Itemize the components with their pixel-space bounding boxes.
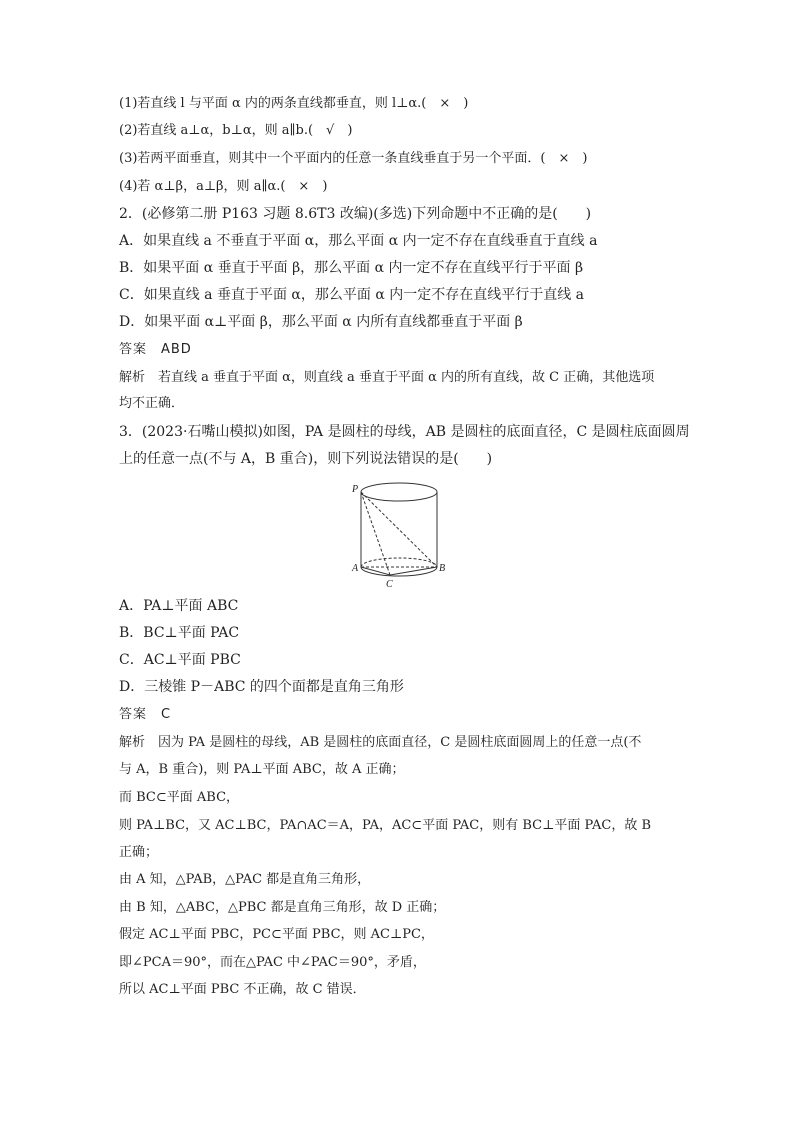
question-3-analysis-10: 所以 AC⊥平面 PBC 不正确，故 C 错误． xyxy=(119,982,366,997)
segment-pb xyxy=(361,492,437,567)
cylinder-figure xyxy=(344,478,454,594)
question-2-option-b: B．如果平面 α 垂直于平面 β，那么平面 α 内一定不存在直线平行于平面 β xyxy=(119,260,584,276)
question-3-analysis-6: 由 A 知，△PAB，△PAC 都是直角三角形， xyxy=(119,872,371,887)
segment-bc xyxy=(390,567,437,575)
question-2-analysis: 解析 若直线 a 垂直于平面 α，则直线 a 垂直于平面 α 内的所有直线，故 C 正确，其他选项 xyxy=(119,370,655,385)
question-3-stem-cont: 上的任意一点(不与 A，B 重合)，则下列说法错误的是( ) xyxy=(119,451,493,467)
question-2-analysis-cont: 均不正确． xyxy=(119,396,185,411)
judgment-item-2: (2)若直线 a⊥α，b⊥α，则 a∥b.( √ ) xyxy=(119,123,353,138)
cylinder-bottom-back xyxy=(361,558,437,567)
question-3-analysis-9: 即∠PCA＝90°，而在△PAC 中∠PAC＝90°，矛盾， xyxy=(119,955,426,970)
question-2-answer: 答案 ABD xyxy=(119,342,192,357)
question-3-option-c: C．AC⊥平面 PBC xyxy=(119,652,241,668)
question-2-option-d: D．如果平面 α⊥平面 β，那么平面 α 内所有直线都垂直于平面 β xyxy=(119,314,523,330)
point-a-label: A xyxy=(352,563,359,574)
question-2-option-a: A．如果直线 a 不垂直于平面 α，那么平面 α 内一定不存在直线垂直于直线 a xyxy=(119,233,598,249)
question-3-option-b: B．BC⊥平面 PAC xyxy=(119,625,240,641)
question-3-analysis-8: 假定 AC⊥平面 PBC，PC⊂平面 PBC，则 AC⊥PC， xyxy=(119,927,434,942)
question-3-analysis-3: 而 BC⊂平面 ABC， xyxy=(119,790,240,805)
question-3-option-a: A．PA⊥平面 ABC xyxy=(119,598,239,614)
question-3-analysis-4: 则 PA⊥BC，又 AC⊥BC，PA∩AC＝A，PA，AC⊂平面 PAC，则有 BC⊥平面 PAC，故 B xyxy=(119,818,652,833)
question-3-analysis-5: 正确； xyxy=(119,845,159,860)
question-2-option-c: C．如果直线 a 垂直于平面 α，那么平面 α 内一定不存在直线平行于直线 a xyxy=(119,287,585,303)
question-2-stem: 2．(必修第二册 P163 习题 8.6T3 改编)(多选)下列命题中不正确的是( ) xyxy=(119,206,592,222)
question-3-stem: 3．(2023·石嘴山模拟)如图，PA 是圆柱的母线，AB 是圆柱的底面直径，C 是圆柱底面圆周 xyxy=(119,424,690,440)
judgment-item-1: (1)若直线 l 与平面 α 内的两条直线都垂直，则 l⊥α.( × ) xyxy=(119,96,469,111)
question-3-analysis: 解析 因为 PA 是圆柱的母线，AB 是圆柱的底面直径，C 是圆柱底面圆周上的任意一点(不 xyxy=(119,735,642,750)
point-b-label: B xyxy=(439,563,446,574)
point-p-label: P xyxy=(352,484,359,495)
point-c-label: C xyxy=(386,579,393,590)
judgment-item-3: (3)若两平面垂直，则其中一个平面内的任意一条直线垂直于另一个平面．( × ) xyxy=(119,151,588,166)
question-3-analysis-2: 与 A，B 重合)，则 PA⊥平面 ABC，故 A 正确； xyxy=(119,762,405,777)
cylinder-bottom-front xyxy=(361,567,437,576)
cylinder-top-ellipse xyxy=(361,483,437,501)
question-3-answer: 答案 C xyxy=(119,707,172,722)
question-3-analysis-7: 由 B 知，△ABC，△PBC 都是直角三角形，故 D 正确； xyxy=(119,900,446,915)
judgment-item-4: (4)若 α⊥β，a⊥β，则 a∥α.( × ) xyxy=(119,179,328,194)
question-3-option-d: D．三棱锥 P－ABC 的四个面都是直角三角形 xyxy=(119,679,404,695)
